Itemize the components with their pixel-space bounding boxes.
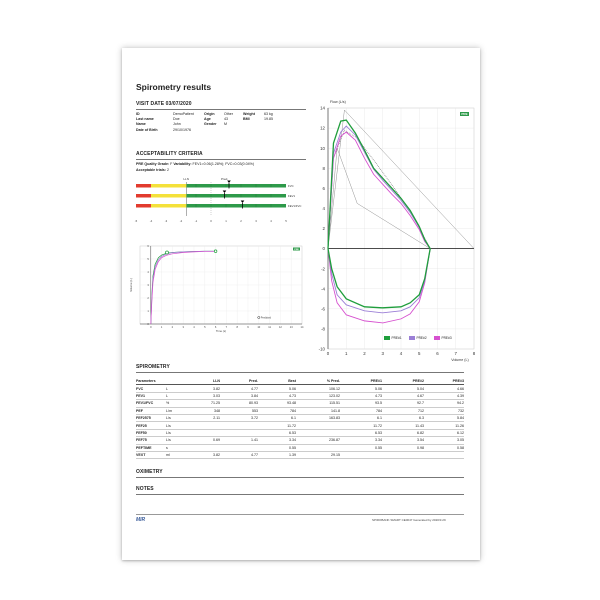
table-cell: 784 xyxy=(258,407,296,414)
zone-red xyxy=(136,194,151,198)
footer-software: SPIROBANK SMART CE0047 xyxy=(372,518,413,522)
bar-label: FEV1 xyxy=(288,194,295,198)
zone-red xyxy=(136,204,151,208)
table-cell: 236.87 xyxy=(296,437,340,444)
table-cell: 0.98 xyxy=(382,444,424,451)
lln-label: LLN xyxy=(183,177,189,181)
y-tick: 8 xyxy=(322,165,325,171)
id-value: DemoPatient xyxy=(173,112,194,116)
zscore-tick: -5 xyxy=(134,219,138,223)
table-cell xyxy=(424,451,464,458)
table-cell xyxy=(220,444,258,451)
trials-label: Acceptable trials: xyxy=(136,168,166,172)
table-cell: 4.73 xyxy=(340,392,382,399)
y-tick: 1 xyxy=(147,310,149,313)
dob-label: Date of Birth xyxy=(136,127,158,132)
x-tick: 7 xyxy=(225,326,228,329)
footer-divider xyxy=(136,514,464,515)
flow-volume-chart xyxy=(308,92,480,364)
table-cell: 29.15 xyxy=(296,451,340,458)
y-tick: 10 xyxy=(320,145,325,151)
table-cell: 0.58 xyxy=(424,444,464,451)
table-cell: L/s xyxy=(166,437,182,444)
table-cell: FEF2575 xyxy=(136,414,166,421)
quality-value: F xyxy=(170,162,173,166)
table-cell xyxy=(220,429,258,436)
col-header: Pred. xyxy=(220,378,258,385)
table-cell: FVC xyxy=(136,385,166,392)
x-tick: 8 xyxy=(472,351,476,356)
pre-badge-label: PRE xyxy=(294,249,299,251)
table-cell: 11.72 xyxy=(258,422,296,429)
table-cell: 1.41 xyxy=(220,437,258,444)
table-cell xyxy=(296,422,340,429)
table-cell xyxy=(296,444,340,451)
y-axis-label: Volume (L) xyxy=(129,278,133,292)
bmi-label: BMI xyxy=(243,117,250,122)
marker-triangle xyxy=(223,191,227,194)
visit-heading: VISIT DATE 03/07/2020 xyxy=(136,101,192,107)
x-tick: 11 xyxy=(268,326,271,329)
table-cell: 92.7 xyxy=(382,400,424,407)
x-axis-label: Time (s) xyxy=(215,329,227,333)
table-cell: % xyxy=(166,400,182,407)
table-cell: FEF75 xyxy=(136,437,166,444)
table-cell: 0.55 xyxy=(340,444,382,451)
x-tick: 6 xyxy=(436,351,439,356)
table-cell: 80.93 xyxy=(220,400,258,407)
table-cell: 141.8 xyxy=(296,407,340,414)
table-cell: 732 xyxy=(424,407,464,414)
variability-label: Variability: xyxy=(173,162,192,166)
table-cell: FEF50 xyxy=(136,429,166,436)
table-cell: PEFTIME xyxy=(136,444,166,451)
col-header xyxy=(166,378,182,385)
legend-swatch-2 xyxy=(409,336,415,340)
origin-value: Other xyxy=(224,112,233,116)
legend-item-2 xyxy=(409,336,427,340)
x-tick: 2 xyxy=(363,351,366,356)
table-row xyxy=(136,444,464,451)
table-cell: 2.11 xyxy=(182,414,220,421)
x-tick: 12 xyxy=(278,326,282,329)
table-cell: 4.66 xyxy=(424,385,464,392)
table-cell: FEV1 xyxy=(136,392,166,399)
table-row xyxy=(136,437,464,444)
table-cell: 6.1 xyxy=(340,414,382,421)
lastname-label: Last name xyxy=(136,117,154,122)
y-tick: 6 xyxy=(147,245,149,248)
gender-value: M xyxy=(224,122,227,127)
table-cell: L xyxy=(166,385,182,392)
col-header: Parameters xyxy=(136,378,166,385)
x-tick: 0 xyxy=(326,351,330,356)
trials-line xyxy=(136,168,169,173)
x-tick: 3 xyxy=(182,326,184,329)
quality-line xyxy=(136,162,254,167)
table-cell: 6.1 xyxy=(258,414,296,421)
end-marker xyxy=(214,250,217,253)
zscore-tick: -3 xyxy=(164,219,168,223)
table-row xyxy=(136,400,464,407)
table-cell: 93.48 xyxy=(258,400,296,407)
mir-logo: MIR xyxy=(136,517,146,523)
spirometry-divider xyxy=(136,372,464,373)
y-tick: -2 xyxy=(321,266,325,272)
trials-value: 2 xyxy=(166,168,169,172)
col-header: % Pred. xyxy=(296,378,340,385)
curve-marker xyxy=(166,251,169,254)
y-tick: 12 xyxy=(320,125,325,131)
table-row xyxy=(136,392,464,399)
weight-value: 63 kg xyxy=(264,112,273,116)
legend-swatch-3 xyxy=(434,336,440,340)
table-cell: 6.82 xyxy=(382,429,424,436)
footer-info xyxy=(372,518,446,522)
zscore-tick: 4 xyxy=(270,219,272,223)
table-cell: 0.55 xyxy=(258,444,296,451)
spirometry-heading: SPIROMETRY xyxy=(136,364,170,370)
table-cell xyxy=(382,451,424,458)
table-row xyxy=(136,422,464,429)
table-cell: FEV1/FVC xyxy=(136,400,166,407)
y-axis-label: Flow (L/s) xyxy=(330,100,346,104)
table-cell: 348 xyxy=(182,407,220,414)
table-cell: 5.04 xyxy=(382,385,424,392)
page-title: Spirometry results xyxy=(136,82,212,92)
x-tick: 14 xyxy=(300,326,304,329)
zscore-tick: 1 xyxy=(225,219,227,223)
zone-yellow xyxy=(151,184,186,188)
y-tick: 2 xyxy=(322,226,325,232)
table-cell: 784 xyxy=(340,407,382,414)
table-cell xyxy=(182,429,220,436)
oximetry-heading: OXIMETRY xyxy=(136,469,163,475)
table-row xyxy=(136,429,464,436)
x-tick: 4 xyxy=(193,326,195,329)
table-cell: L/m xyxy=(166,407,182,414)
table-row xyxy=(136,451,464,458)
report-page xyxy=(122,48,480,560)
table-cell: 3.05 xyxy=(424,437,464,444)
table-cell: L/s xyxy=(166,414,182,421)
table-cell: 3.34 xyxy=(258,437,296,444)
table-cell: 11.43 xyxy=(382,422,424,429)
notes-heading: NOTES xyxy=(136,486,154,492)
table-cell xyxy=(182,444,220,451)
zscore-tick: -4 xyxy=(149,219,153,223)
y-tick: -8 xyxy=(321,326,325,332)
table-header-row xyxy=(136,378,464,385)
table-row xyxy=(136,385,464,392)
y-tick: 0 xyxy=(322,246,325,252)
gender-label: Gender xyxy=(204,122,217,127)
x-tick: 4 xyxy=(399,351,403,356)
y-tick: 3 xyxy=(147,284,149,287)
spirometry-table xyxy=(136,378,464,459)
col-header: PRE#3 xyxy=(424,378,464,385)
col-header: PRE#2 xyxy=(382,378,424,385)
age-value: 43 xyxy=(224,117,228,122)
col-header: PRE#1 xyxy=(340,378,382,385)
y-tick: 0 xyxy=(147,323,149,326)
volume-time-chart xyxy=(126,238,306,343)
y-tick: -10 xyxy=(318,346,325,352)
y-tick: 5 xyxy=(147,258,149,261)
table-cell: 3.54 xyxy=(382,437,424,444)
bmi-value: 19.85 xyxy=(264,117,273,122)
table-cell: 11.26 xyxy=(424,422,464,429)
oximetry-divider xyxy=(136,477,464,478)
table-cell: 11.72 xyxy=(340,422,382,429)
table-cell: L/s xyxy=(166,429,182,436)
table-cell: 3.82 xyxy=(182,385,220,392)
table-cell: 3.03 xyxy=(182,392,220,399)
table-cell: 5.06 xyxy=(258,385,296,392)
table-cell: 6.53 xyxy=(258,429,296,436)
x-tick: 7 xyxy=(454,351,457,356)
zone-yellow xyxy=(151,194,186,198)
table-cell xyxy=(220,422,258,429)
table-cell: 4.77 xyxy=(220,385,258,392)
table-cell: 5.84 xyxy=(424,414,464,421)
table-cell: 4.67 xyxy=(382,392,424,399)
zscore-tick: 5 xyxy=(285,219,287,223)
table-cell: 123.02 xyxy=(296,392,340,399)
id-label: ID xyxy=(136,112,140,116)
y-tick: -6 xyxy=(321,306,325,312)
table-cell: 5.06 xyxy=(340,385,382,392)
x-tick: 13 xyxy=(289,326,293,329)
y-tick: 6 xyxy=(322,185,325,191)
lastname-value: Doe xyxy=(173,117,180,122)
x-tick: 2 xyxy=(171,326,174,329)
table-cell: 93.5 xyxy=(340,400,382,407)
zscore-tick: 3 xyxy=(255,219,257,223)
table-cell: FEF25 xyxy=(136,422,166,429)
legend-item-3 xyxy=(434,336,452,340)
table-cell: L/s xyxy=(166,422,182,429)
legend-label-1: PRE#1 xyxy=(391,336,402,340)
legend-swatch-1 xyxy=(384,336,390,340)
visit-divider xyxy=(136,109,306,110)
dob-value: 29/10/1976 xyxy=(173,127,191,132)
x-tick: 10 xyxy=(257,326,261,329)
y-tick: 4 xyxy=(147,271,149,274)
notes-divider xyxy=(136,494,464,495)
table-cell: 6.3 xyxy=(382,414,424,421)
x-tick: 9 xyxy=(247,326,249,329)
table-cell: PEF xyxy=(136,407,166,414)
marker-triangle xyxy=(227,181,231,184)
zscore-tick: -2 xyxy=(179,219,183,223)
x-tick: 1 xyxy=(345,351,348,356)
table-cell: L xyxy=(166,392,182,399)
table-cell: 106.12 xyxy=(296,385,340,392)
zscore-tick: 0 xyxy=(210,219,212,223)
weight-label: Weight xyxy=(243,112,255,116)
pre-badge-label: PRE xyxy=(461,112,468,117)
x-axis-label: Volume (L) xyxy=(451,358,469,362)
bar-label: FEV1/FVC xyxy=(288,204,302,208)
x-tick: 1 xyxy=(160,326,163,329)
zscore-tick: 2 xyxy=(240,219,242,223)
origin-label: Origin xyxy=(204,112,215,116)
table-cell: 6.12 xyxy=(424,429,464,436)
table-row xyxy=(136,407,464,414)
table-cell: 3.34 xyxy=(340,437,382,444)
acceptability-divider xyxy=(136,159,306,160)
zscore-tick: -1 xyxy=(194,219,198,223)
pred-label: Pred. xyxy=(221,177,229,181)
table-cell: 1.39 xyxy=(258,451,296,458)
y-tick: 2 xyxy=(147,297,149,300)
bar-label: FVC xyxy=(288,184,294,188)
table-cell xyxy=(182,422,220,429)
table-cell: ml xyxy=(166,451,182,458)
y-tick: 4 xyxy=(322,206,325,212)
table-cell xyxy=(296,429,340,436)
predicted-label: Predicted xyxy=(260,316,271,320)
col-header: Best xyxy=(258,378,296,385)
x-tick: 5 xyxy=(418,351,421,356)
x-tick: 0 xyxy=(150,326,152,329)
footer-version: Generated by 2020/3.29 xyxy=(413,518,446,522)
y-tick: -4 xyxy=(321,286,325,292)
table-cell: 3.84 xyxy=(220,392,258,399)
zone-red xyxy=(136,184,151,188)
table-cell: s xyxy=(166,444,182,451)
table-cell: 4.39 xyxy=(424,392,464,399)
patient-info xyxy=(136,112,306,136)
name-value: John xyxy=(173,122,181,127)
y-tick: 14 xyxy=(320,105,325,111)
col-header: LLN xyxy=(182,378,220,385)
table-cell xyxy=(340,451,382,458)
zone-yellow xyxy=(151,204,186,208)
table-cell: 712 xyxy=(382,407,424,414)
table-cell: 71.25 xyxy=(182,400,220,407)
table-cell: 553 xyxy=(220,407,258,414)
legend-item-1 xyxy=(384,336,402,340)
table-cell: 4.77 xyxy=(220,451,258,458)
quality-label: PRE Quality Grade: xyxy=(136,162,170,166)
table-cell: 3.82 xyxy=(182,451,220,458)
table-cell: 94.2 xyxy=(424,400,464,407)
table-cell: 3.72 xyxy=(220,414,258,421)
table-row xyxy=(136,414,464,421)
table-cell: 163.83 xyxy=(296,414,340,421)
x-tick: 5 xyxy=(204,326,206,329)
zscore-bars xyxy=(136,174,316,228)
name-label: Name xyxy=(136,122,146,127)
table-cell: 4.73 xyxy=(258,392,296,399)
acceptability-heading: ACCEPTABILITY CRITERIA xyxy=(136,151,203,157)
variability-value: FEV1=0.06(1.28%); FVC=0.03(0.04%) xyxy=(192,162,255,166)
predicted-marker xyxy=(258,316,260,318)
table-cell: 6.53 xyxy=(340,429,382,436)
table-cell: 115.51 xyxy=(296,400,340,407)
marker-triangle xyxy=(241,201,245,204)
legend-label-3: PRE#3 xyxy=(441,336,452,340)
x-tick: 6 xyxy=(214,326,217,329)
age-label: Age xyxy=(204,117,211,122)
x-tick: 8 xyxy=(236,326,238,329)
legend-label-2: PRE#2 xyxy=(416,336,427,340)
table-cell: 0.69 xyxy=(182,437,220,444)
table-cell: VEXT xyxy=(136,451,166,458)
x-tick: 3 xyxy=(381,351,384,356)
